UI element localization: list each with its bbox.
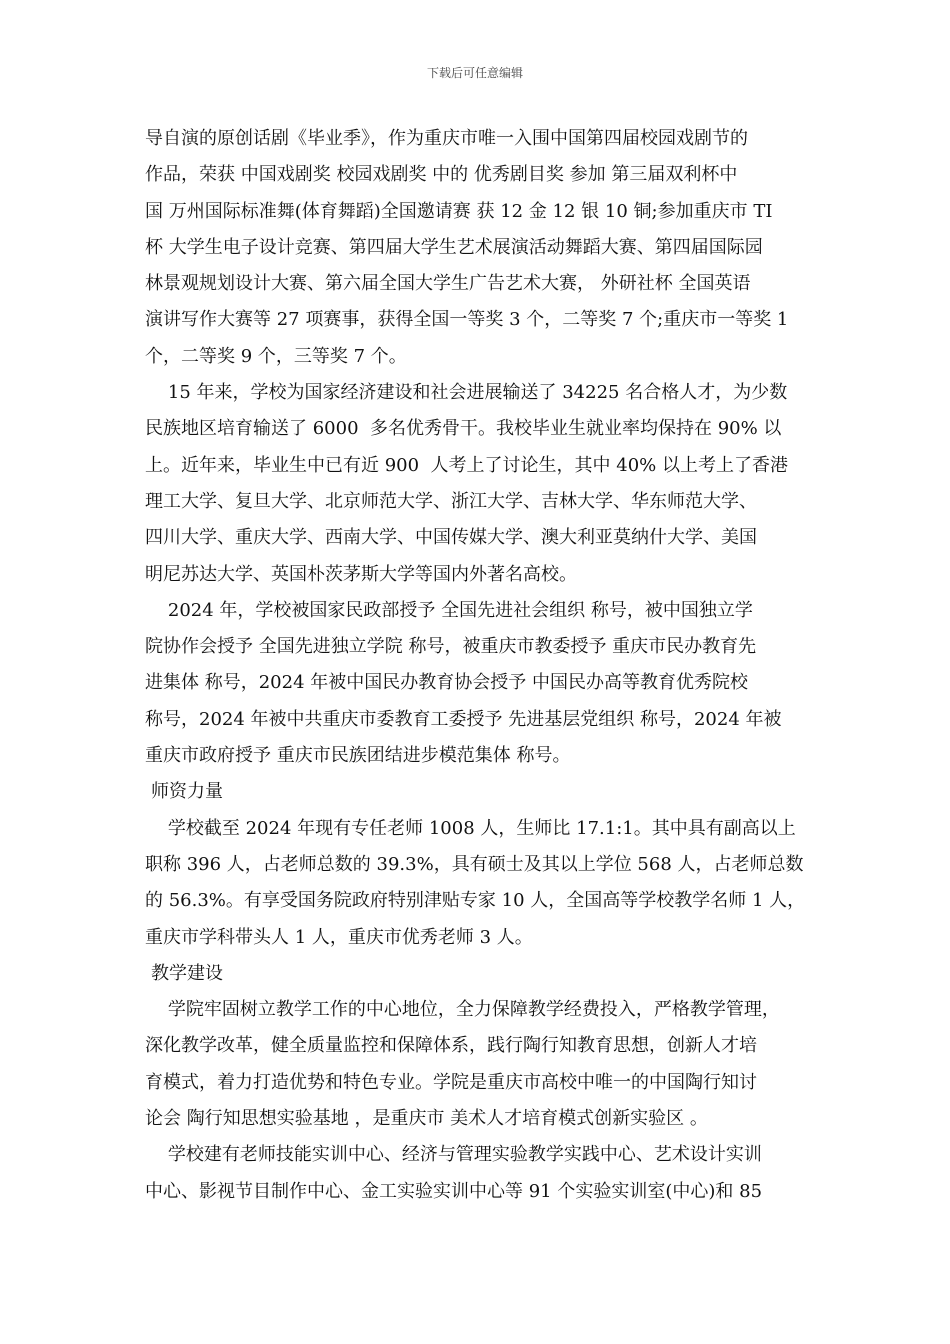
text-line: 育模式，着力打造优势和特色专业。学院是重庆市高校中唯一的中国陶行知讨 (145, 1071, 757, 1093)
text-line: 个，二等奖 9 个，三等奖 7 个。 (145, 345, 407, 367)
text-line: 重庆市政府授予 重庆市民族团结进步模范集体 称号。 (145, 745, 571, 767)
text-line: 学院牢固树立教学工作的中心地位，全力保障教学经费投入，严格教学管理， (145, 999, 780, 1021)
text-line: 导自演的原创话剧《毕业季》，作为重庆市唯一入围中国第四届校园戏剧节的 (145, 128, 748, 149)
text-line: 学校建有老师技能实训中心、经济与管理实验教学实践中心、艺术设计实训 (145, 1144, 762, 1166)
text-line: 杯 大学生电子设计竞赛、第四届大学生艺术展演活动舞蹈大赛、第四届国际园 (145, 236, 763, 258)
text-line: 作品，荣获 中国戏剧奖 校园戏剧奖 中的 优秀剧目奖 参加 第三届双利杯中 (145, 164, 738, 186)
text-line: 明尼苏达大学、英国朴茨茅斯大学等国内外著名高校。 (145, 563, 577, 585)
page-header: 下载后可任意编辑 (426, 66, 523, 80)
text-line: 理工大学、复旦大学、北京师范大学、浙江大学、吉林大学、华东师范大学、 (145, 490, 757, 512)
text-line: 学校截至 2024 年现有专任老师 1008 人，生师比 17.1:1。其中具有副高以上 (145, 817, 796, 839)
text-line: 院协作会授予 全国先进独立学院 称号，被重庆市教委授予 重庆市民办教育先 (145, 636, 757, 658)
text-line: 上。近年来，毕业生中已有近 900 人考上了讨论生，其中 40% 以上考上了香港 (145, 454, 788, 476)
text-line: 职称 396 人，占老师总数的 39.3%，具有硕士及其以上学位 568 人，占老师总数 (145, 853, 804, 875)
text-line: 15 年来，学校为国家经济建设和社会进展输送了 34225 名合格人才，为少数 (145, 382, 788, 404)
text-line: 国 万州国际标准舞(体育舞蹈)全国邀请赛 获 12 金 12 银 10 铜;参加重庆市 TI (145, 200, 773, 222)
text-line: 重庆市学科带头人 1 人，重庆市优秀老师 3 人。 (145, 926, 533, 948)
text-line: 林景观规划设计大赛、第六届全国大学生广告艺术大赛， 外研社杯 全国英语 (145, 273, 751, 295)
section-heading-teaching: 教学建设 (151, 962, 223, 984)
text-line: 演讲写作大赛等 27 项赛事，获得全国一等奖 3 个，二等奖 7 个;重庆市一等奖 1 (145, 309, 789, 331)
text-line: 深化教学改革，健全质量监控和保障体系，践行陶行知教育思想，创新人才培 (145, 1035, 757, 1057)
text-line: 称号，2024 年被中共重庆市委教育工委授予 先进基层党组织 称号，2024 年被 (145, 708, 782, 730)
document-body (145, 121, 813, 1210)
text-line: 民族地区培育输送了 6000 多名优秀骨干。我校毕业生就业率均保持在 90% 以 (145, 418, 782, 440)
text-line: 论会 陶行知思想实验基地 ，是重庆市 美术人才培育模式创新实验区 。 (145, 1108, 708, 1130)
text-line: 进集体 称号，2024 年被中国民办教育协会授予 中国民办高等教育优秀院校 (145, 672, 748, 694)
text-line: 四川大学、重庆大学、西南大学、中国传媒大学、澳大利亚莫纳什大学、美国 (145, 527, 757, 549)
section-heading-faculty: 师资力量 (151, 781, 223, 803)
text-line: 中心、影视节目制作中心、金工实验实训中心等 91 个实验实训室(中心)和 85 (145, 1180, 763, 1202)
text-line: 2024 年，学校被国家民政部授予 全国先进社会组织 称号，被中国独立学 (145, 599, 753, 621)
text-line: 的 56.3%。有享受国务院政府特别津贴专家 10 人，全国高等学校教学名师 1 人， (145, 890, 806, 912)
